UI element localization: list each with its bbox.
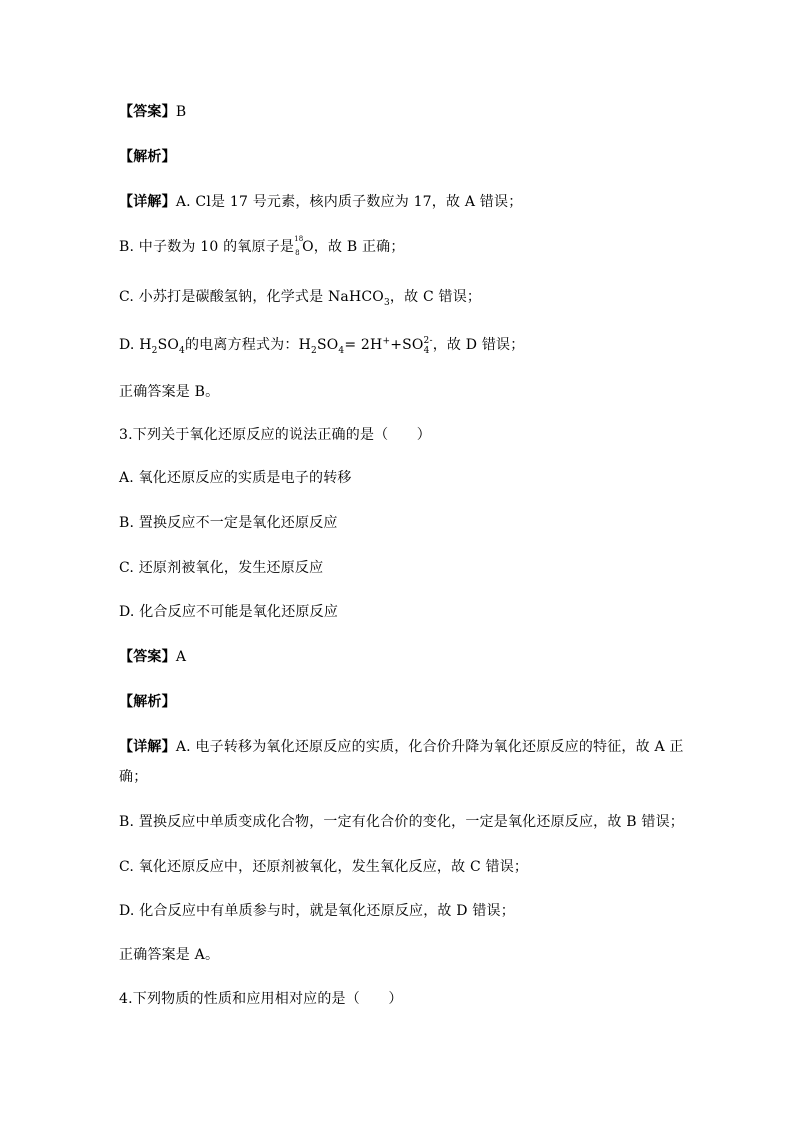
formula-sub: 2: [151, 345, 158, 356]
formula-sub: 4: [338, 345, 345, 356]
q2-detail-c: [119, 288, 481, 306]
detail-b-suffix: ，故 B 正确；: [313, 239, 405, 255]
q3-detail-a-line1: [119, 738, 684, 756]
q3-analysis-tag: 【解析】: [119, 694, 176, 710]
detail-c-suffix: ，故 C 错误；: [389, 289, 482, 305]
formula-part: +SO: [390, 337, 424, 353]
q3-detail-c: C. 氧化还原反应中，还原剂被氧化，发生氧化反应，故 C 错误；: [119, 859, 529, 875]
formula-part: D. H: [119, 337, 152, 353]
q3-stem: 3.下列关于氧化还原反应的说法正确的是（ ）: [119, 427, 431, 443]
answer-tag: 【答案】: [119, 649, 176, 665]
formula-sup: +: [382, 336, 391, 347]
q3-option-a: A. 氧化还原反应的实质是电子的转移: [119, 470, 352, 486]
formula-sub: 4: [423, 345, 430, 356]
q2-detail-a: [119, 193, 522, 211]
q2-answer-line: [119, 103, 186, 121]
q2-detail-d: [119, 336, 524, 354]
detail-c-prefix: C. 小苏打是碳酸氢钠，化学式是 NaHCO: [119, 289, 384, 305]
formula-part: = 2H: [344, 337, 383, 353]
answer-value: B: [175, 104, 187, 120]
formula-sub: 2: [311, 345, 317, 356]
q3-answer-line: [119, 648, 186, 666]
detail-tag: 【详解】: [119, 194, 176, 210]
isotope-mass-number: 18: [294, 235, 304, 243]
q3-conclusion: 正确答案是 A。: [119, 947, 220, 963]
q3-option-c: C. 还原剂被氧化，发生还原反应: [119, 560, 324, 576]
detail-c-sub: 3: [383, 297, 390, 308]
formula-part: 的电离方程式为：H: [184, 337, 311, 353]
q3-detail-d: D. 化合反应中有单质参与时，就是氧化还原反应，故 D 错误；: [119, 903, 515, 919]
q3-detail-b: B. 置换反应中单质变成化合物，一定有化合价的变化，一定是氧化还原反应，故 B 错误；: [119, 814, 684, 830]
formula-part: SO: [316, 337, 339, 353]
formula-sup: 2-: [423, 336, 433, 347]
formula-part: ，故 D 错误；: [432, 337, 525, 353]
q4-stem: 4.下列物质的性质和应用相对应的是（ ）: [119, 991, 403, 1007]
detail-b-prefix: B. 中子数为 10 的氧原子是: [119, 239, 295, 255]
isotope-symbol: O: [302, 239, 314, 255]
answer-value: A: [175, 649, 187, 665]
q2-detail-b: [119, 235, 405, 257]
q3-detail-a-line2: 确；: [119, 769, 148, 785]
oxygen-isotope-notation: [294, 235, 304, 257]
detail-tag: 【详解】: [119, 739, 176, 755]
answer-tag: 【答案】: [119, 104, 176, 120]
isotope-atomic-number: 8: [295, 249, 300, 257]
formula-part: SO: [157, 337, 180, 353]
detail-a-text: A. 电子转移为氧化还原反应的实质，化合价升降为氧化还原反应的特征，故 A 正: [175, 739, 684, 755]
q3-option-d: D. 化合反应不可能是氧化还原反应: [119, 604, 339, 620]
q3-option-b: B. 置换反应不一定是氧化还原反应: [119, 515, 338, 531]
detail-a-text: A. Cl是 17 号元素，核内质子数应为 17，故 A 错误；: [175, 194, 523, 210]
q2-analysis-tag: 【解析】: [119, 149, 176, 165]
formula-sub: 4: [179, 345, 185, 356]
q2-conclusion: 正确答案是 B。: [119, 384, 220, 400]
